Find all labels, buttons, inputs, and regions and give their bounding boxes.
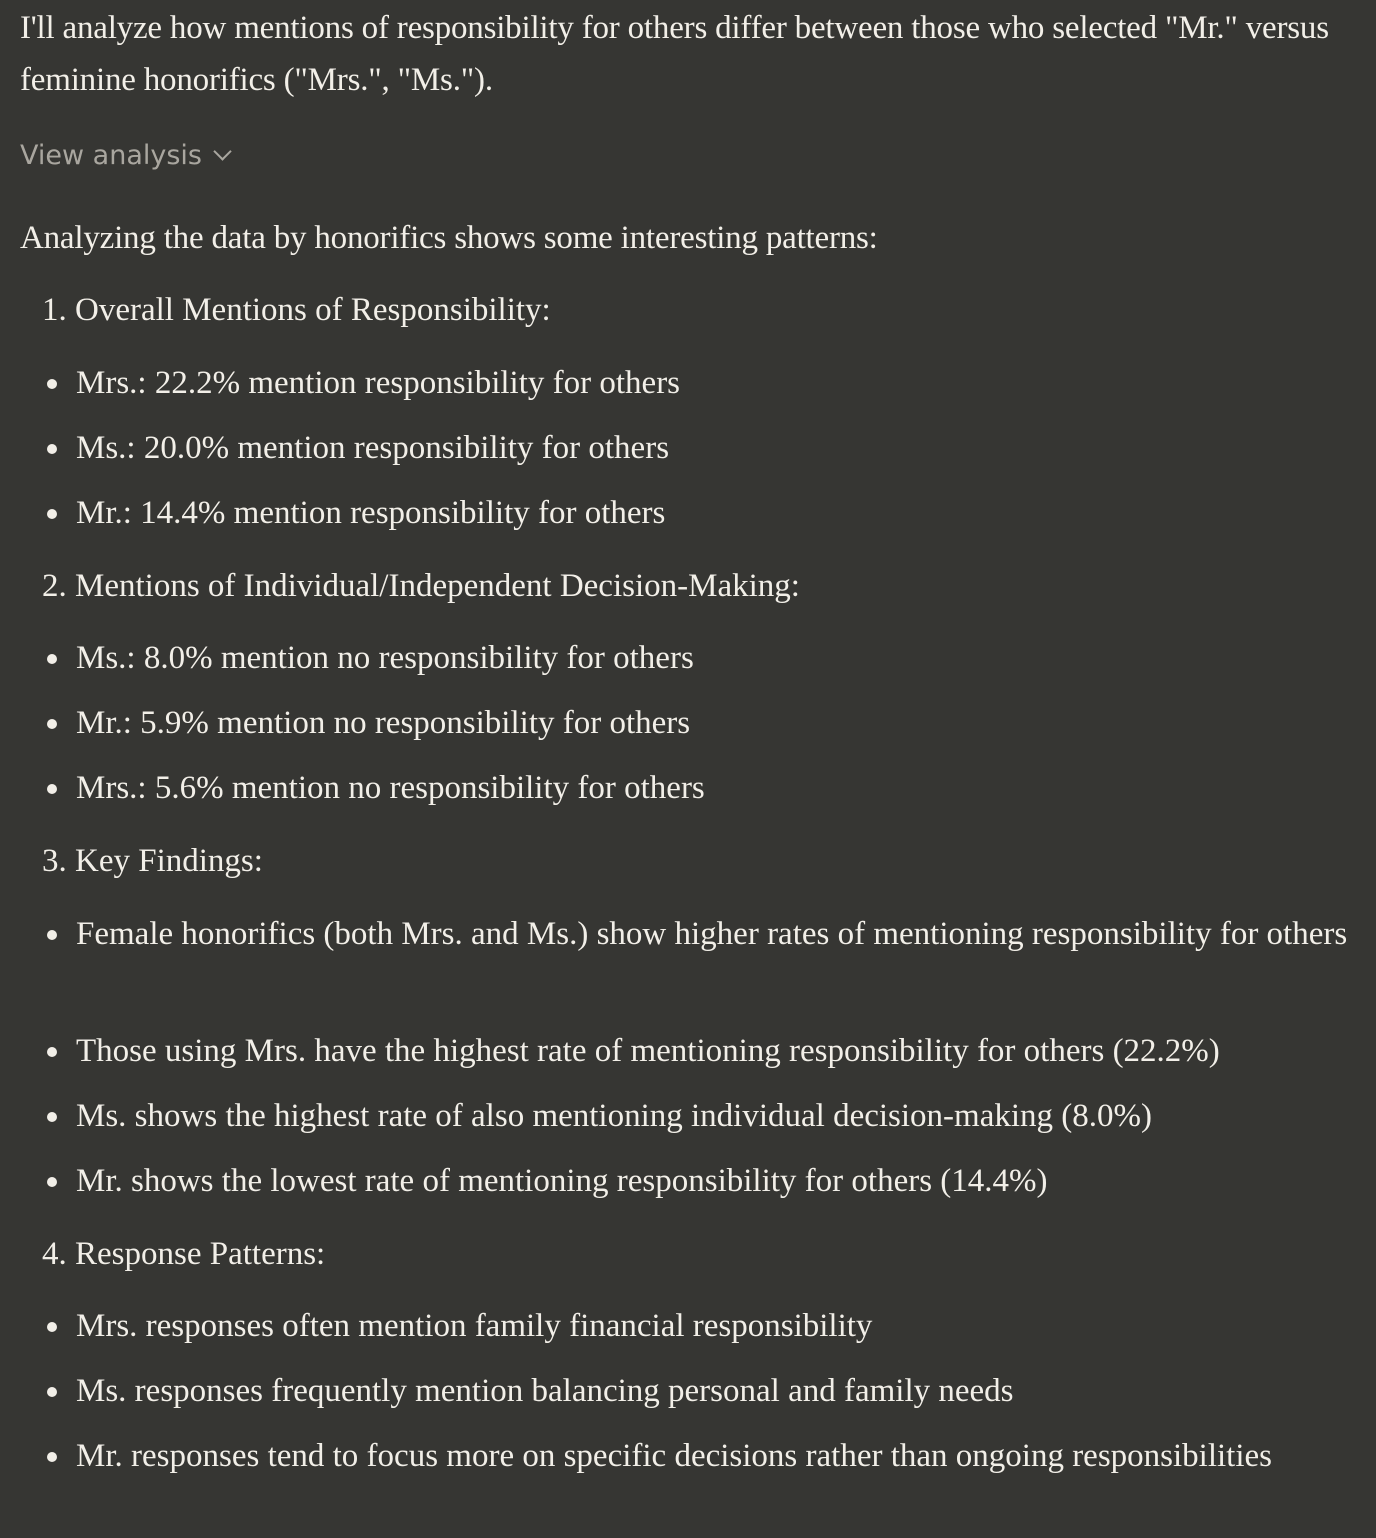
- view-analysis-label: View analysis: [20, 140, 202, 171]
- list-item: Ms. shows the highest rate of also mentioning individual decision-making (8.0%): [44, 1090, 1366, 1142]
- lead-paragraph: Analyzing the data by honorifics shows some interesting patterns:: [20, 220, 878, 256]
- list-item: Ms.: 8.0% mention no responsibility for others: [44, 632, 1366, 684]
- list-item: Ms.: 20.0% mention responsibility for others: [44, 422, 1366, 474]
- list-item: Female honorifics (both Mrs. and Ms.) show higher rates of mentioning responsibility for others: [44, 908, 1366, 960]
- list-item: Mrs.: 5.6% mention no responsibility for others: [44, 762, 1366, 814]
- view-analysis-toggle[interactable]: [20, 140, 229, 171]
- list-item: Ms. responses frequently mention balancing personal and family needs: [44, 1365, 1366, 1417]
- section-heading: 4. Response Patterns:: [42, 1236, 326, 1272]
- section-heading: 2. Mentions of Individual/Independent Decision-Making:: [42, 568, 800, 604]
- list-item: Mr. responses tend to focus more on specific decisions rather than ongoing responsibilities: [44, 1430, 1366, 1482]
- list-item: Mr. shows the lowest rate of mentioning responsibility for others (14.4%): [44, 1155, 1366, 1207]
- list-item: Mrs. responses often mention family financial responsibility: [44, 1300, 1366, 1352]
- list-item: Mr.: 14.4% mention responsibility for others: [44, 487, 1366, 539]
- section-heading: 3. Key Findings:: [42, 843, 263, 879]
- list-item: Those using Mrs. have the highest rate of mentioning responsibility for others (22.2%): [44, 1025, 1366, 1077]
- list-item: Mr.: 5.9% mention no responsibility for others: [44, 697, 1366, 749]
- section-heading: 1. Overall Mentions of Responsibility:: [42, 292, 551, 328]
- chevron-down-icon: [213, 142, 231, 160]
- list-item: Mrs.: 22.2% mention responsibility for others: [44, 357, 1366, 409]
- intro-paragraph: I'll analyze how mentions of responsibility for others differ between those who selected "Mr." versus feminine honorifics ("Mrs.", "Ms.").: [20, 10, 1329, 98]
